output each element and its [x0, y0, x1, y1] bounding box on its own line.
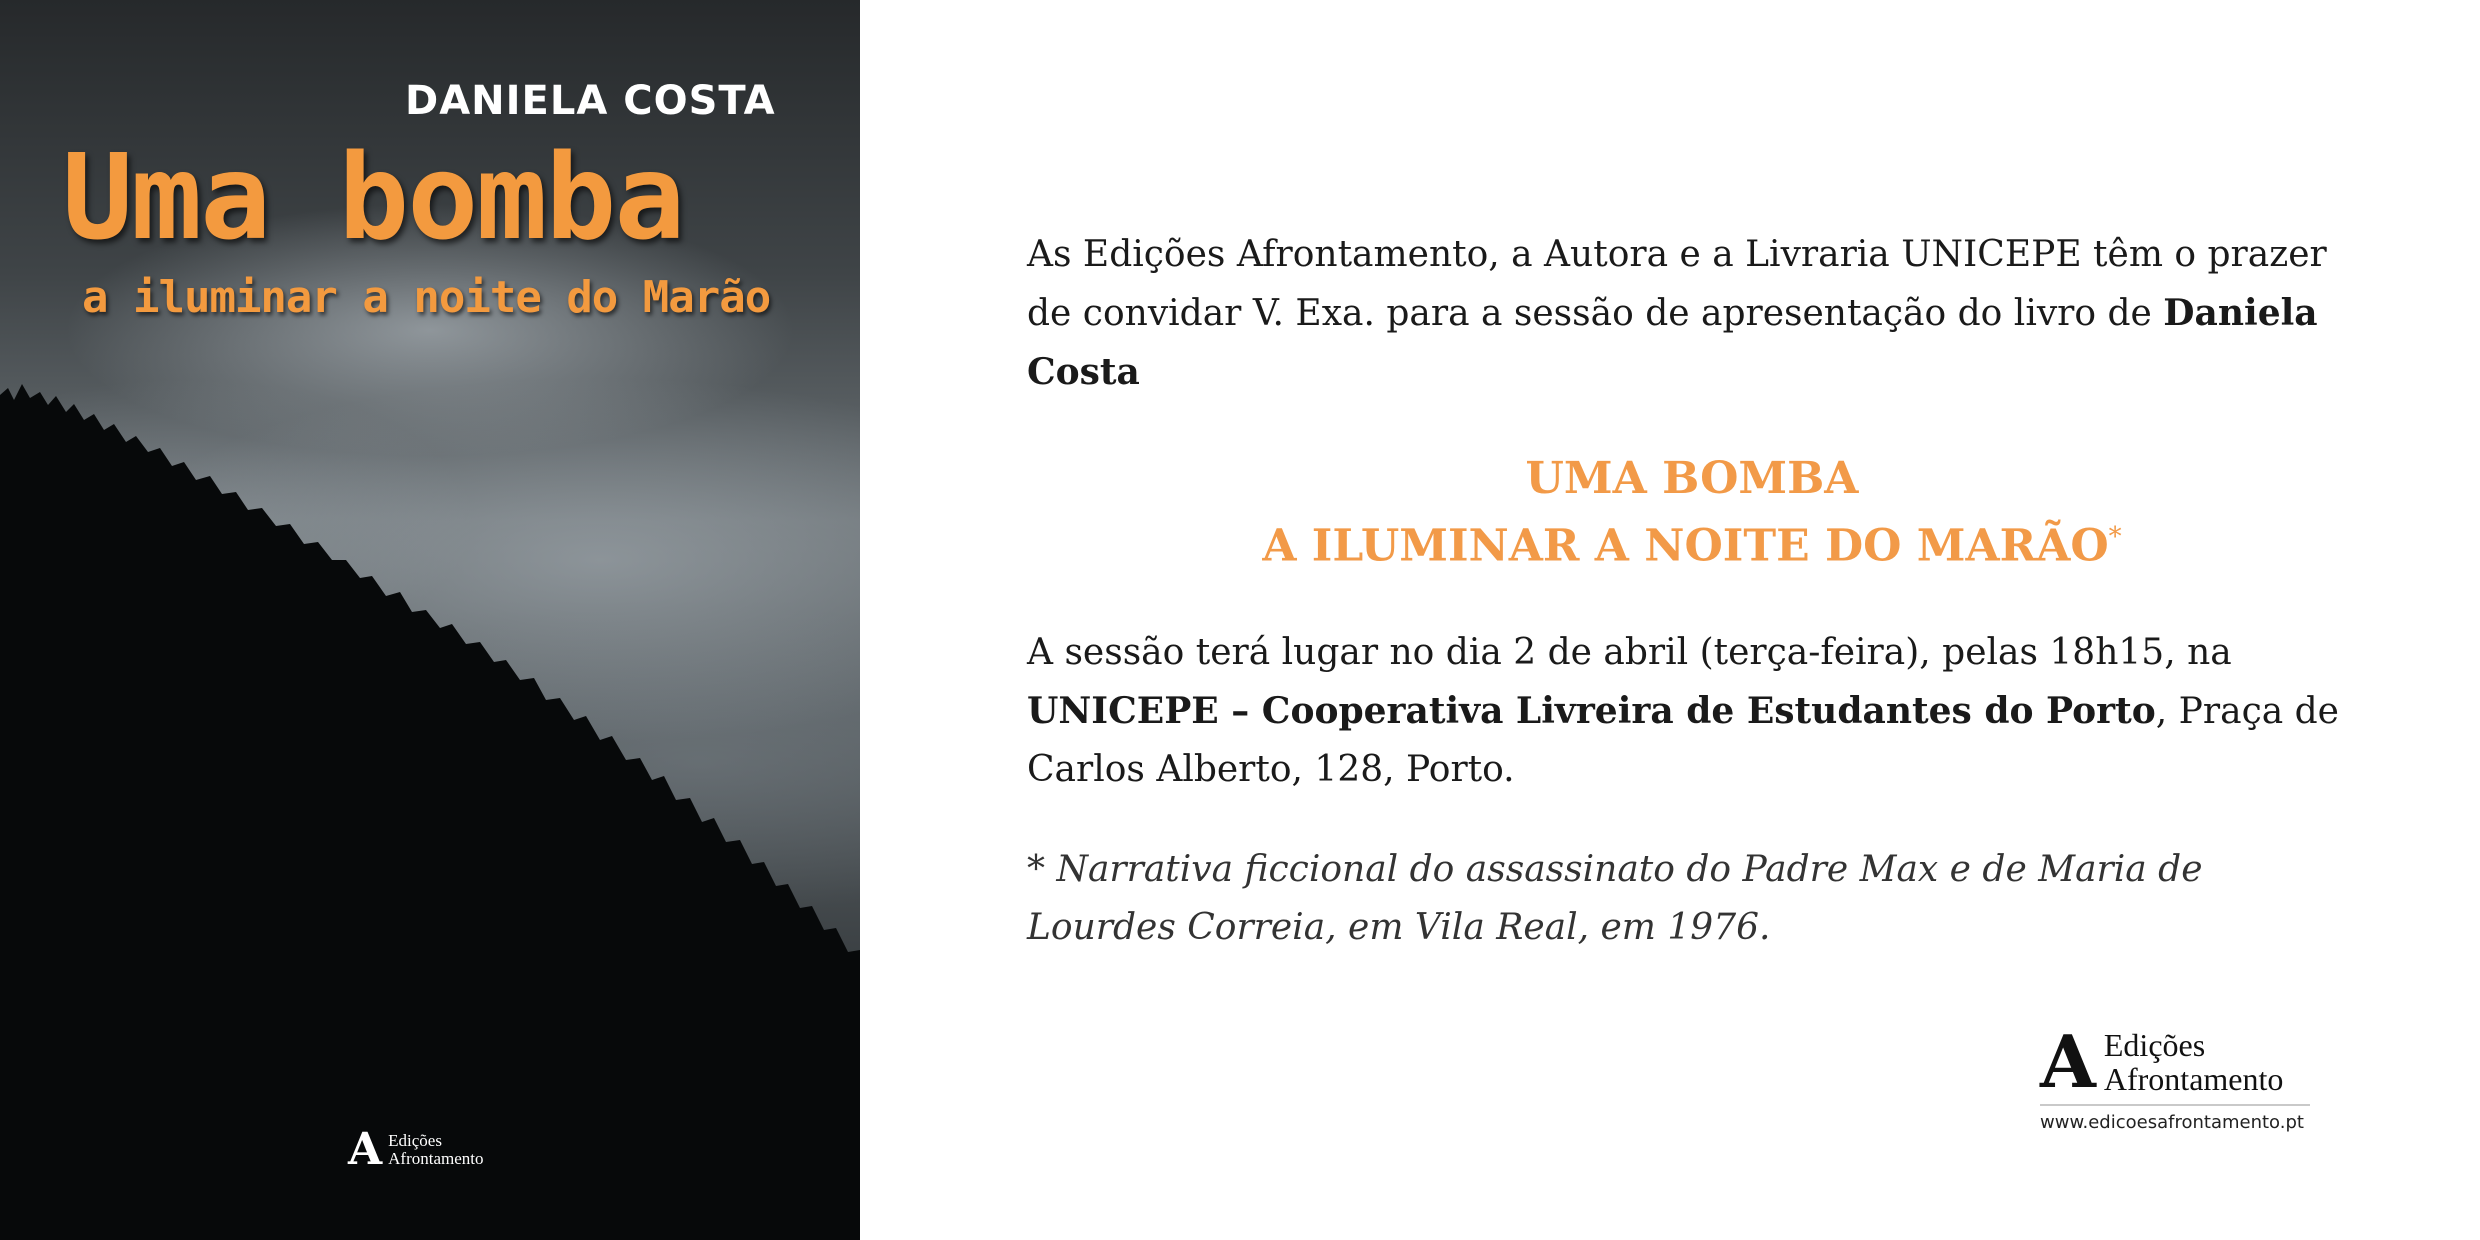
book-cover	[0, 0, 860, 1240]
author-name: Daniela Costa	[1027, 292, 2318, 393]
book-title-line1: UMA BOMBA	[1525, 453, 1859, 504]
session-suffix: , Praça de Carlos Alberto, 128, Porto.	[1027, 690, 2339, 790]
cover-publisher-line1: Edições	[388, 1131, 442, 1150]
afrontamento-logo-icon: A	[348, 1124, 383, 1175]
cover-publisher-logo	[348, 1124, 484, 1175]
publisher-name-line1: Edições	[2103, 1027, 2206, 1063]
book-title-line2: A ILUMINAR A NOITE DO MARÃO	[1262, 520, 2109, 572]
cover-subtitle: a iluminar a noite do Marão	[82, 272, 771, 323]
intro-paragraph	[1027, 226, 2357, 402]
publisher-logo	[2040, 1019, 2320, 1133]
publisher-name-line2: Afrontamento	[2103, 1061, 2284, 1097]
session-paragraph	[1027, 624, 2357, 799]
publisher-divider	[2040, 1104, 2310, 1106]
publisher-name	[2104, 1028, 2284, 1096]
session-prefix: A sessão terá lugar no dia 2 de abril (terça-feira), pelas 18h15, na	[1027, 631, 2232, 673]
cover-author: DANIELA COSTA	[405, 78, 776, 124]
title-asterisk: *	[2108, 522, 2122, 552]
book-title	[1027, 450, 2357, 576]
invitation-content	[1027, 226, 2357, 957]
venue-name: UNICEPE – Cooperativa Livreira de Estudantes do Porto	[1027, 689, 2156, 732]
afrontamento-a-icon: A	[2040, 1019, 2096, 1104]
cover-title: Uma bomba	[62, 128, 684, 266]
footnote: * Narrativa ficcional do assassinato do Padre Max e de Maria de Lourdes Correia, em Vila Real, em 1976.	[1027, 848, 2203, 948]
intro-text: As Edições Afrontamento, a Autora e a Livraria UNICEPE têm o prazer de convidar V. Exa. para a sessão de apresentação do livro de	[1027, 234, 2327, 334]
cover-publisher-name	[388, 1132, 483, 1168]
cover-publisher-line2: Afrontamento	[388, 1149, 484, 1168]
publisher-url[interactable]: www.edicoesafrontamento.pt	[2040, 1112, 2304, 1133]
